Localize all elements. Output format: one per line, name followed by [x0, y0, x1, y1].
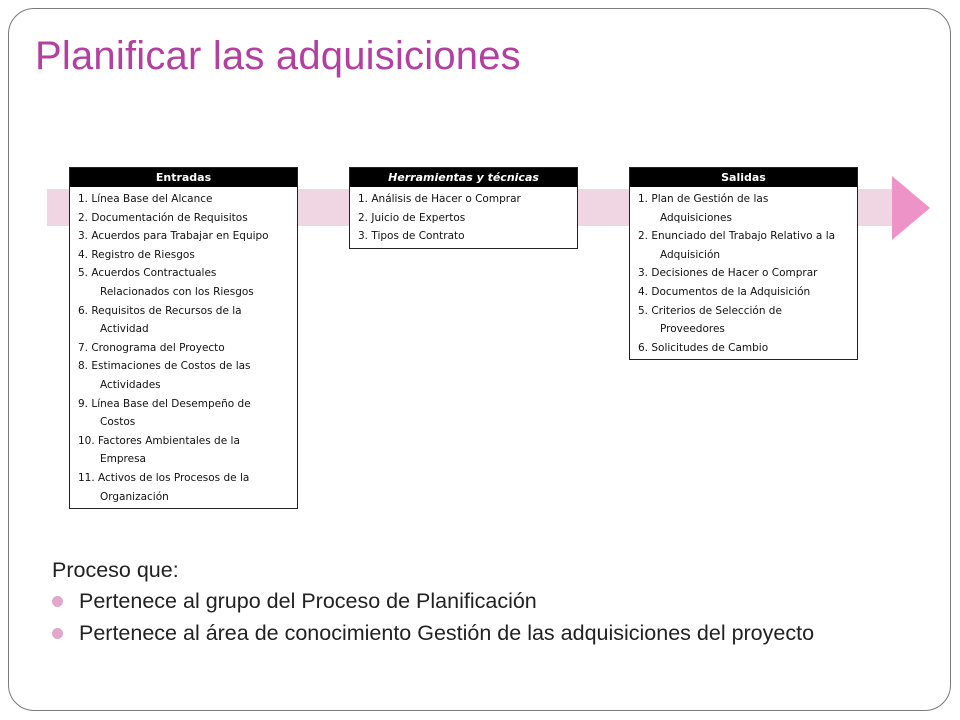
process-bullets	[50, 589, 930, 646]
entradas-box	[69, 167, 298, 509]
herramientas-list	[350, 187, 577, 248]
list-item	[70, 469, 297, 506]
list-item-text: 3. Tipos de Contrato	[358, 230, 465, 243]
list-item-continuation: Costos	[100, 416, 136, 429]
bullet-item	[50, 589, 930, 614]
list-item-text: 11. Activos de los Procesos de la	[78, 471, 250, 484]
herramientas-header: Herramientas y técnicas	[350, 168, 577, 187]
list-item-continuation: Proveedores	[660, 323, 725, 336]
process-description	[50, 558, 930, 653]
list-item	[630, 283, 857, 302]
bullet-text: Pertenece al grupo del Proceso de Planificación	[79, 589, 537, 613]
list-item	[630, 190, 857, 227]
process-intro: Proceso que:	[52, 558, 179, 582]
list-item	[70, 264, 297, 301]
list-item	[630, 264, 857, 283]
list-item-text: 5. Criterios de Selección de	[638, 304, 782, 317]
list-item-text: 1. Análisis de Hacer o Comprar	[358, 193, 521, 205]
herramientas-box	[349, 167, 578, 249]
list-item	[70, 395, 297, 432]
salidas-header: Salidas	[630, 168, 857, 187]
list-item-text: 3. Acuerdos para Trabajar en Equipo	[78, 230, 269, 243]
arrow-head	[892, 176, 930, 240]
bullet-dot-icon	[52, 596, 63, 607]
list-item-continuation: Relacionados con los Riesgos	[100, 285, 254, 298]
salidas-list	[630, 187, 857, 359]
list-item-text: 6. Requisitos de Recursos de la	[78, 304, 242, 317]
entradas-header: Entradas	[70, 168, 297, 187]
list-item	[70, 209, 297, 228]
list-item-text: 4. Documentos de la Adquisición	[638, 285, 811, 298]
list-item	[630, 339, 857, 358]
salidas-box	[629, 167, 858, 360]
list-item	[350, 190, 577, 209]
list-item	[630, 227, 857, 264]
list-item	[70, 357, 297, 394]
list-item-continuation: Empresa	[100, 453, 146, 466]
list-item	[70, 339, 297, 358]
slide-title: Planificar las adquisiciones	[35, 34, 521, 78]
list-item-text: 3. Decisiones de Hacer o Comprar	[638, 267, 818, 280]
list-item-text: 7. Cronograma del Proyecto	[78, 341, 225, 354]
list-item	[70, 227, 297, 246]
list-item	[70, 302, 297, 339]
list-item-text: 9. Línea Base del Desempeño de	[78, 397, 251, 410]
list-item-continuation: Adquisiciones	[660, 211, 732, 224]
list-item-text: 2. Enunciado del Trabajo Relativo a la	[638, 230, 836, 243]
list-item-text: 8. Estimaciones de Costos de las	[78, 360, 251, 373]
list-item-text: 1. Plan de Gestión de las	[638, 193, 769, 205]
list-item-text: 1. Línea Base del Alcance	[78, 193, 213, 205]
list-item	[70, 246, 297, 265]
entradas-list	[70, 187, 297, 508]
list-item-continuation: Organización	[100, 490, 169, 503]
list-item-text: 10. Factores Ambientales de la	[78, 434, 240, 447]
list-item	[70, 432, 297, 469]
list-item-text: 2. Juicio de Expertos	[358, 211, 466, 224]
list-item-text: 6. Solicitudes de Cambio	[638, 341, 769, 354]
list-item-text: 5. Acuerdos Contractuales	[78, 267, 217, 280]
list-item-continuation: Actividades	[100, 378, 161, 391]
list-item	[350, 209, 577, 228]
bullet-item	[50, 621, 930, 646]
list-item-continuation: Adquisición	[660, 248, 721, 261]
list-item-continuation: Actividad	[100, 323, 149, 336]
list-item	[350, 227, 577, 246]
list-item-text: 2. Documentación de Requisitos	[78, 211, 248, 224]
list-item	[70, 190, 297, 209]
list-item-text: 4. Registro de Riesgos	[78, 248, 195, 261]
list-item	[630, 302, 857, 339]
bullet-text: Pertenece al área de conocimiento Gestión de las adquisiciones del proyecto	[79, 621, 815, 645]
bullet-dot-icon	[52, 628, 63, 639]
